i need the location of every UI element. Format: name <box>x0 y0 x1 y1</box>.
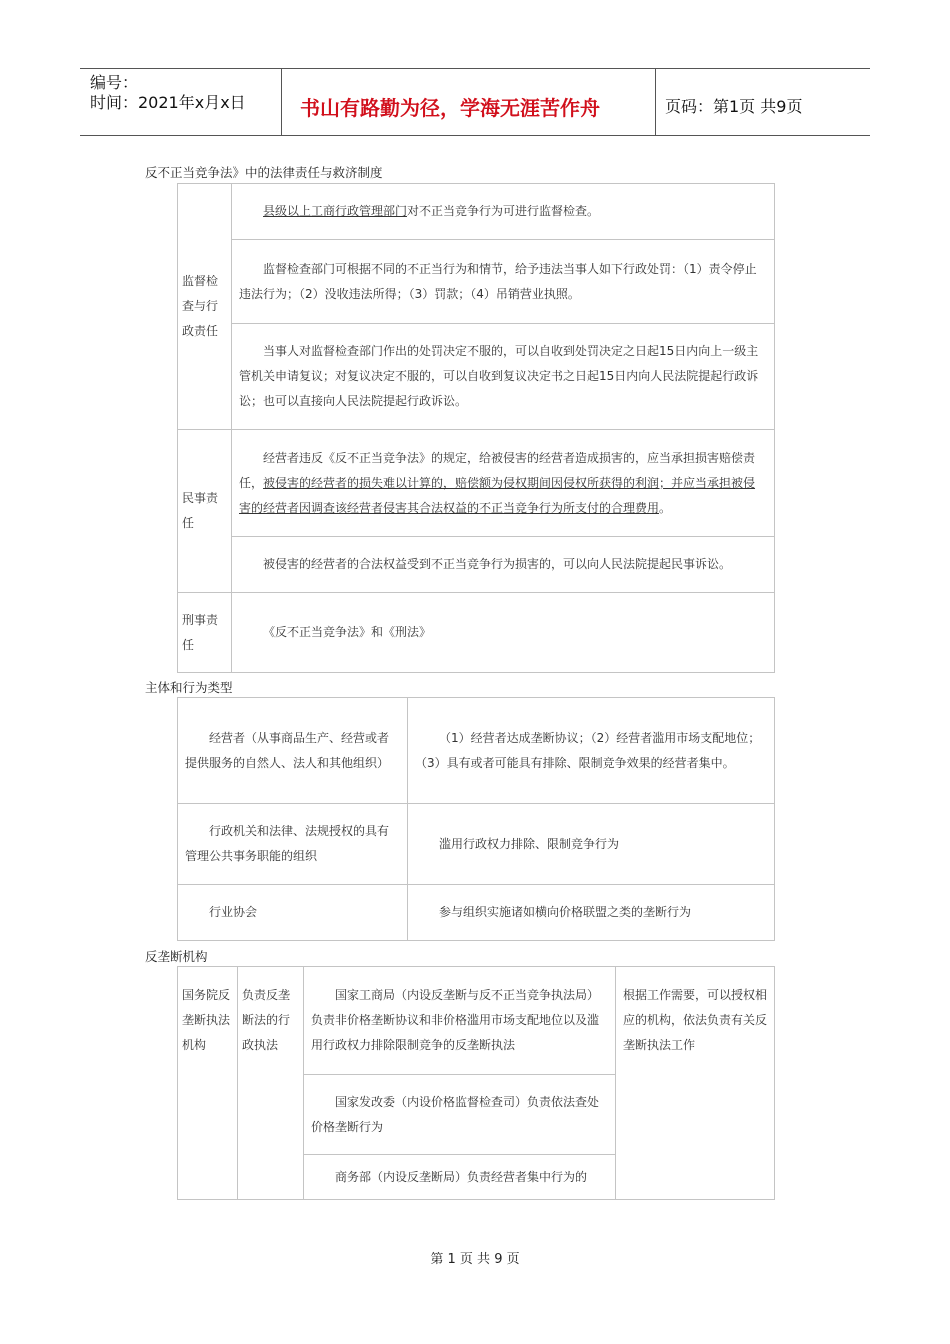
row-label-admin: 监督检查与行政责任 <box>178 184 232 430</box>
agency-state-council: 国务院反垄断执法机构 <box>178 967 238 1200</box>
table-row <box>178 240 775 324</box>
table-row <box>178 593 775 673</box>
underlined-authority: 县级以上工商行政管理部门 <box>263 204 408 218</box>
header-bottom-rule <box>80 135 870 136</box>
section-title-legal-liability: 反不正当竞争法》中的法律责任与救济制度 <box>145 165 383 180</box>
behavior-administrative: 滥用行政权力排除、限制竞争行为 <box>408 804 775 885</box>
subject-association: 行业协会 <box>178 885 408 941</box>
subjects-table <box>177 697 775 941</box>
header-divider-left <box>281 68 282 136</box>
cell-compensation: 经营者违反《反不正当竞争法》的规定，给被侵害的经营者造成损害的，应当承担损害赔偿责任，被侵害的经营者的损失难以计算的，赔偿额为侵权期间因侵权所获得的利润；并应当承担被侵害的经营者因调查该经营者侵害其合法权益的不正当竞争行为所支付的合理费用。 <box>232 430 775 537</box>
agencies-table <box>177 966 775 1200</box>
subject-administrative: 行政机关和法律、法规授权的具有管理公共事务职能的组织 <box>178 804 408 885</box>
cell-civil-suit: 被侵害的经营者的合法权益受到不正当竞争行为损害的，可以向人民法院提起民事诉讼。 <box>232 537 775 593</box>
page-footer: 第 1 页 共 9 页 <box>430 1252 520 1267</box>
section-title-subjects: 主体和行为类型 <box>145 680 233 695</box>
date-label: 时间：2021年x月x日 <box>90 93 246 112</box>
agency-authorization: 根据工作需要，可以授权相应的机构，依法负责有关反垄断执法工作 <box>616 967 775 1200</box>
table-row <box>178 324 775 430</box>
table-row <box>178 967 775 1075</box>
table-row <box>178 430 775 537</box>
page-number-label: 页码：第1页 共9页 <box>665 97 803 116</box>
agency-mofcom: 商务部（内设反垄断局）负责经营者集中行为的 <box>304 1155 616 1200</box>
row-label-criminal: 刑事责任 <box>178 593 232 673</box>
header-divider-right <box>655 68 656 136</box>
cell-penalties: 监督检查部门可根据不同的不正当行为和情节，给予违法当事人如下行政处罚：（1）责令停止违法行为；（2）没收违法所得；（3）罚款；（4）吊销营业执照。 <box>232 240 775 324</box>
cell-supervision: 县级以上工商行政管理部门对不正当竞争行为可进行监督检查。 <box>232 184 775 240</box>
table-row <box>178 537 775 593</box>
header-top-rule <box>80 68 870 69</box>
agency-saic: 国家工商局（内设反垄断与反不正当竞争执法局）负责非价格垄断协议和非价格滥用市场支配地位以及滥用行政权力排除限制竞争的反垄断执法 <box>304 967 616 1075</box>
agency-ndrc: 国家发改委（内设价格监督检查司）负责依法查处价格垄断行为 <box>304 1075 616 1155</box>
table-row <box>178 885 775 941</box>
legal-liability-table <box>177 183 775 673</box>
serial-number-label: 编号： <box>90 73 139 92</box>
cell-appeal: 当事人对监督检查部门作出的处罚决定不服的，可以自收到处罚决定之日起15日内向上一级主管机关申请复议；对复议决定不服的，可以自收到复议决定书之日起15日内向人民法院提起行政诉讼；也可以直接向人民法院提起行政诉讼。 <box>232 324 775 430</box>
behavior-operator: （1）经营者达成垄断协议；（2）经营者滥用市场支配地位；（3）具有或者可能具有排除、限制竞争效果的经营者集中。 <box>408 698 775 804</box>
table-row <box>178 698 775 804</box>
table-row <box>178 804 775 885</box>
agency-role: 负责反垄断法的行政执法 <box>238 967 304 1200</box>
section-title-antitrust-agencies: 反垄断机构 <box>145 949 208 964</box>
header-motto: 书山有路勤为径，学海无涯苦作舟 <box>300 96 600 120</box>
subject-operator: 经营者（从事商品生产、经营或者提供服务的自然人、法人和其他组织） <box>178 698 408 804</box>
behavior-association: 参与组织实施诸如横向价格联盟之类的垄断行为 <box>408 885 775 941</box>
table-row <box>178 184 775 240</box>
row-label-civil: 民事责任 <box>178 430 232 593</box>
cell-criminal-law: 《反不正当竞争法》和《刑法》 <box>232 593 775 673</box>
underlined-compensation: 被侵害的经营者的损失难以计算的，赔偿额为侵权期间因侵权所获得的利润；并应当承担被侵害的经营者因调查该经营者侵害其合法权益的不正当竞争行为所支付的合理费用 <box>239 475 756 515</box>
